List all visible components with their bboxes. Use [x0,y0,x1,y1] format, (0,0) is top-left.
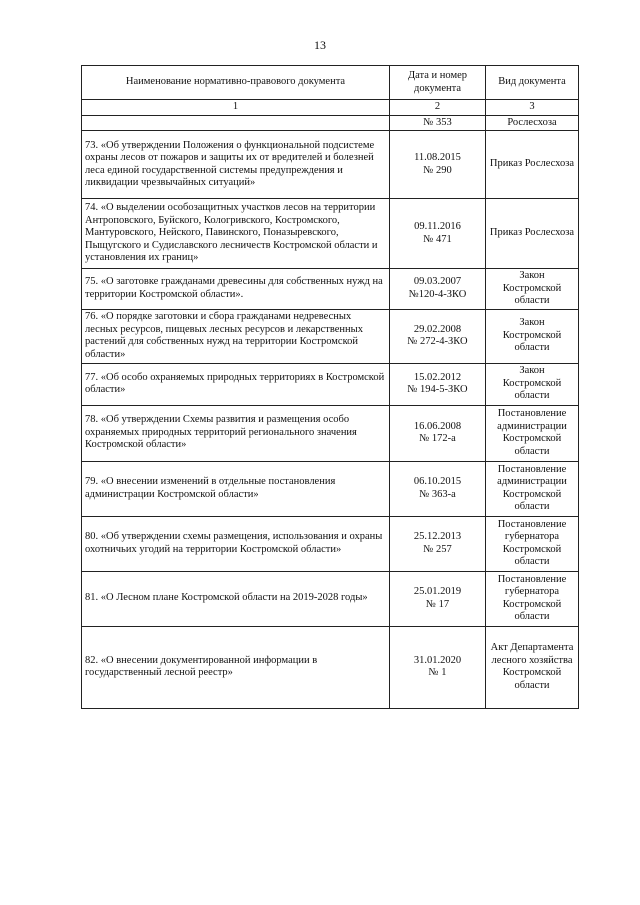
cell-document-kind: Закон Костромской области [486,309,579,363]
table-row [82,363,579,405]
cell-date-number [390,626,486,708]
cell-date-number [390,363,486,405]
table-header-row [82,66,579,100]
column-number: 3 [486,100,579,116]
cell-document-kind: Приказ Рослесхоза [486,131,579,199]
column-number: 2 [390,100,486,116]
cell-document-name: 79. «О внесении изменений в отдельные постановления администрации Костромской области» [82,461,390,516]
table-row [82,131,579,199]
header-document-name: Наименование нормативно-правового документа [82,66,390,100]
cell-date-number [390,571,486,626]
document-number: № 272-4-ЗКО [407,336,468,347]
table-row [82,405,579,461]
cell-document-name: 80. «Об утверждении схемы размещения, использования и охраны охотничьих угодий на территории Костромской области» [82,516,390,571]
table-row [82,516,579,571]
table-row-continuation [82,115,579,131]
cell-date-number [390,516,486,571]
cell-document-name [82,115,390,131]
document-number: № 257 [423,543,452,555]
document-date: 25.01.2019 [413,586,462,597]
cell-document-kind: Приказ Рослесхоза [486,199,579,269]
document-date: 15.02.2012 [413,371,462,383]
cell-date-number [390,405,486,461]
document-number: № 1 [428,667,447,678]
column-number: 1 [82,100,390,116]
document-number: № 363-а [419,488,456,500]
cell-document-kind: Постановление губернатора Костромской области [486,571,579,626]
cell-date-number [390,269,486,310]
cell-document-kind: Закон Костромской области [486,269,579,310]
table-row [82,626,579,708]
document-date: 09.11.2016 [414,221,461,232]
document-date: 11.08.2015 [414,152,461,163]
cell-document-kind: Постановление администрации Костромской области [486,405,579,461]
document-number: № 290 [423,164,452,176]
cell-document-name: 74. «О выделении особозащитных участков лесов на территории Антроповского, Буйского, Кологривского, Костромского, Мантуровского, Нейского, Павинского, Поназыревского, Пыщугского и Судиславского лесничеств Костромской области и установления их границ» [82,199,390,269]
cell-document-name: 75. «О заготовке гражданами древесины для собственных нужд на территории Костромской области». [82,269,390,310]
cell-document-kind: Рослесхоза [486,115,579,131]
document-number: № 17 [425,598,450,610]
page-number: 13 [314,38,326,52]
table-row [82,571,579,626]
cell-date-number [390,461,486,516]
cell-document-kind: Постановление губернатора Костромской области [486,516,579,571]
cell-document-kind: Акт Департамента лесного хозяйства Костромской области [486,626,579,708]
header-document-kind: Вид документа [486,66,579,100]
document-number: №120-4-ЗКО [408,288,467,300]
cell-document-name: 81. «О Лесном плане Костромской области на 2019-2028 годы» [82,571,390,626]
cell-document-name: 82. «О внесении документированной информации в государственный лесной реестр» [82,626,390,708]
cell-document-name: 76. «О порядке заготовки и сбора гражданами недревесных лесных ресурсов, пищевых лесных ресурсов и лекарственных растений для собственных нужд на территории Костромской области» [82,309,390,363]
document-date: 25.12.2013 [413,531,462,542]
column-number-row [82,100,579,116]
cell-document-name: 78. «Об утверждении Схемы развития и размещения особо охраняемых природных территорий регионального значения Костромской области» [82,405,390,461]
cell-document-kind: Закон Костромской области [486,363,579,405]
cell-date-number [390,131,486,199]
table-row [82,269,579,310]
document-date: 09.03.2007 [413,276,462,288]
document-number: № 471 [423,233,452,245]
table-row [82,309,579,363]
cell-document-kind: Постановление администрации Костромской области [486,461,579,516]
document-date: 16.06.2008 [413,420,462,432]
cell-document-name: 73. «Об утверждении Положения о функциональной подсистеме охраны лесов от пожаров и защиты их от вредителей и болезней леса единой государственной системы предупреждения и ликвидации чрезвычайных ситуаций» [82,131,390,199]
cell-date-number [390,309,486,363]
table-row [82,461,579,516]
table-row [82,199,579,269]
header-date-number: Дата и номер документа [390,66,486,100]
document-date: 29.02.2008 [413,323,462,335]
documents-table [81,65,579,709]
document-date: 31.01.2020 [413,654,462,666]
cell-document-name: 77. «Об особо охраняемых природных территориях в Костромской области» [82,363,390,405]
cell-date-number: № 353 [390,115,486,131]
document-number: № 194-5-ЗКО [407,384,468,395]
document-number: № 172-а [419,433,456,444]
document-date: 06.10.2015 [413,476,462,487]
cell-date-number [390,199,486,269]
